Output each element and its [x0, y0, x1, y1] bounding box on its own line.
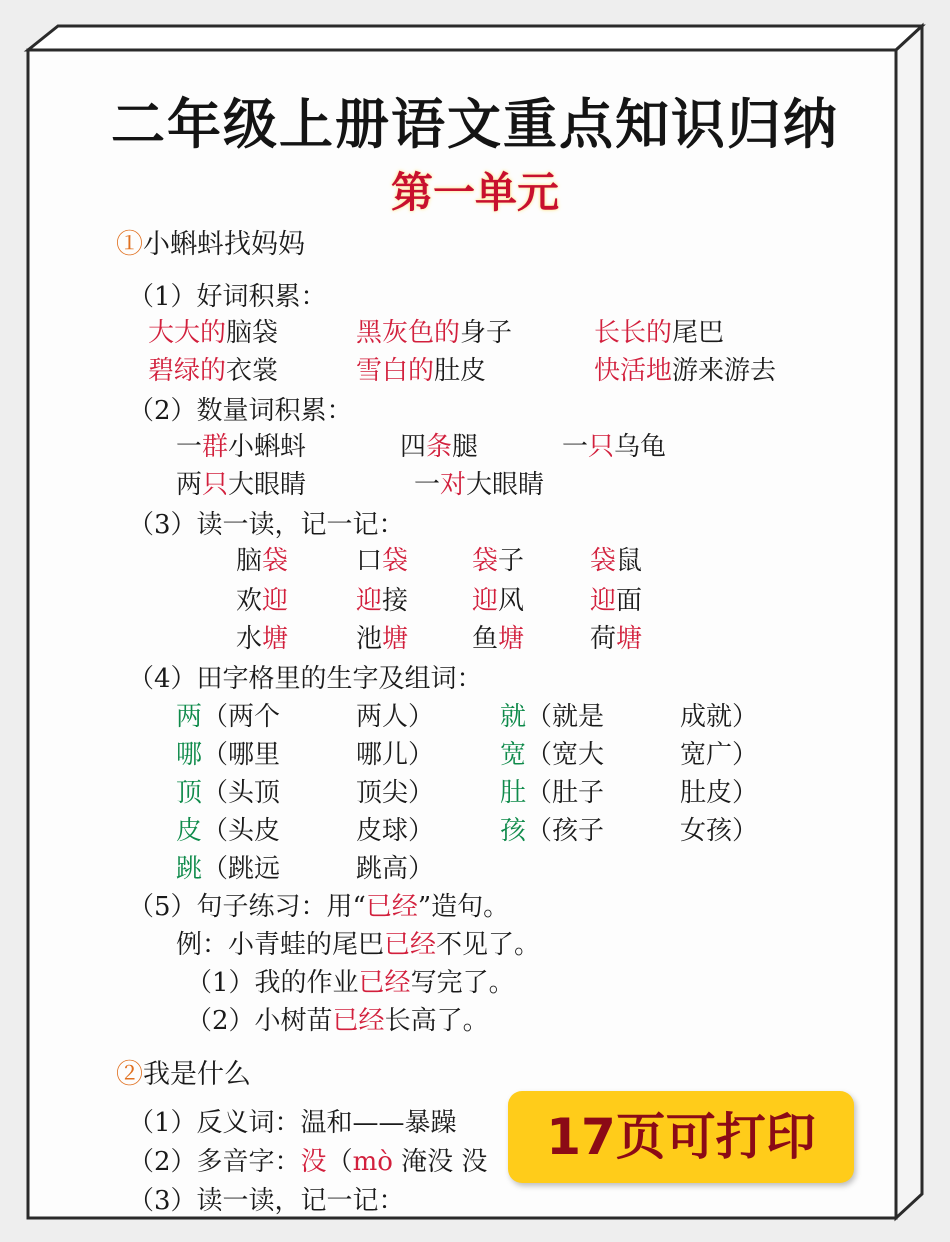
lesson2-number: ② [116, 1059, 143, 1090]
lesson1-heading [116, 222, 305, 261]
lesson1-name: 小蝌蚪找妈妈 [143, 229, 305, 260]
read-word-item: 迎面 [590, 586, 643, 616]
read-word-item: 池塘 [356, 624, 409, 654]
read-word-item: 迎接 [356, 586, 409, 616]
read-word-item: 脑袋 [236, 546, 289, 576]
badge-label: 17页可打印 [546, 1108, 816, 1166]
read-word-item: 口袋 [356, 546, 409, 576]
polyphone-line: （2）多音字：没（mò 淹没 没 [128, 1147, 488, 1177]
char-word-row: 哪（哪里 [176, 740, 281, 770]
measure-word-item: 四条腿 [400, 432, 479, 462]
read-word-item: 袋子 [472, 546, 525, 576]
read-remember-line: （3）读一读，记一记： [128, 1186, 405, 1216]
char-word-row: 皮球） [356, 816, 435, 846]
section2-heading: （2）数量词积累： [128, 396, 353, 426]
char-word-row: 成就） [680, 702, 759, 732]
page-title: 二年级上册语文重点知识归纳 [111, 93, 839, 156]
section1-heading: （1）好词积累： [128, 282, 327, 312]
sentence-line: （1）我的作业已经写完了。 [186, 968, 515, 998]
measure-word-item: 一对大眼睛 [414, 470, 545, 500]
good-word-item: 大大的脑袋 [148, 318, 279, 348]
char-word-row: 宽（宽大 [500, 740, 605, 770]
read-word-item: 袋鼠 [590, 546, 643, 576]
measure-word-item: 两只大眼睛 [176, 470, 307, 500]
char-word-row: 两（两个 [176, 702, 281, 732]
lesson2-name: 我是什么 [143, 1059, 251, 1090]
section4-heading: （4）田字格里的生字及组词： [128, 664, 483, 694]
read-word-item: 欢迎 [236, 586, 289, 616]
good-word-item: 碧绿的衣裳 [148, 356, 279, 386]
char-word-row: 哪儿） [356, 740, 435, 770]
read-word-item: 迎风 [472, 586, 525, 616]
char-word-row: 两人） [356, 702, 435, 732]
good-word-item: 快活地游来游去 [594, 356, 777, 386]
char-word-row: 皮（头皮 [176, 816, 281, 846]
good-word-item: 雪白的肚皮 [356, 356, 487, 386]
lesson2-heading [116, 1052, 251, 1091]
char-word-row: 孩（孩子 [500, 816, 605, 846]
printable-badge [508, 1091, 854, 1183]
section5-heading: （5）句子练习：用“已经”造句。 [128, 892, 510, 922]
char-word-row: 女孩） [680, 816, 759, 846]
section3-heading: （3）读一读，记一记： [128, 510, 405, 540]
char-word-row: 跳（跳远 [176, 854, 281, 884]
unit-subtitle: 第一单元 [390, 168, 559, 217]
sentence-example: 例：小青蛙的尾巴已经不见了。 [176, 930, 541, 960]
read-word-item: 荷塘 [590, 624, 643, 654]
char-word-row: 肚（肚子 [500, 778, 605, 808]
char-word-row: 顶尖） [356, 778, 435, 808]
good-word-item: 长长的尾巴 [594, 318, 725, 348]
antonym-line: （1）反义词：温和——暴躁 [128, 1108, 457, 1138]
char-word-row: 宽广） [680, 740, 759, 770]
sentence-line: （2）小树苗已经长高了。 [186, 1006, 489, 1036]
lesson1-number: ① [116, 229, 143, 260]
measure-word-item: 一群小蝌蚪 [176, 432, 307, 462]
read-word-item: 鱼塘 [472, 624, 525, 654]
read-word-item: 水塘 [236, 624, 289, 654]
measure-word-item: 一只乌龟 [562, 432, 667, 462]
char-word-row: 跳高） [356, 854, 435, 884]
good-word-item: 黑灰色的身子 [356, 318, 513, 348]
char-word-row: 顶（头顶 [176, 778, 281, 808]
char-word-row: 就（就是 [500, 702, 605, 732]
char-word-row: 肚皮） [680, 778, 759, 808]
